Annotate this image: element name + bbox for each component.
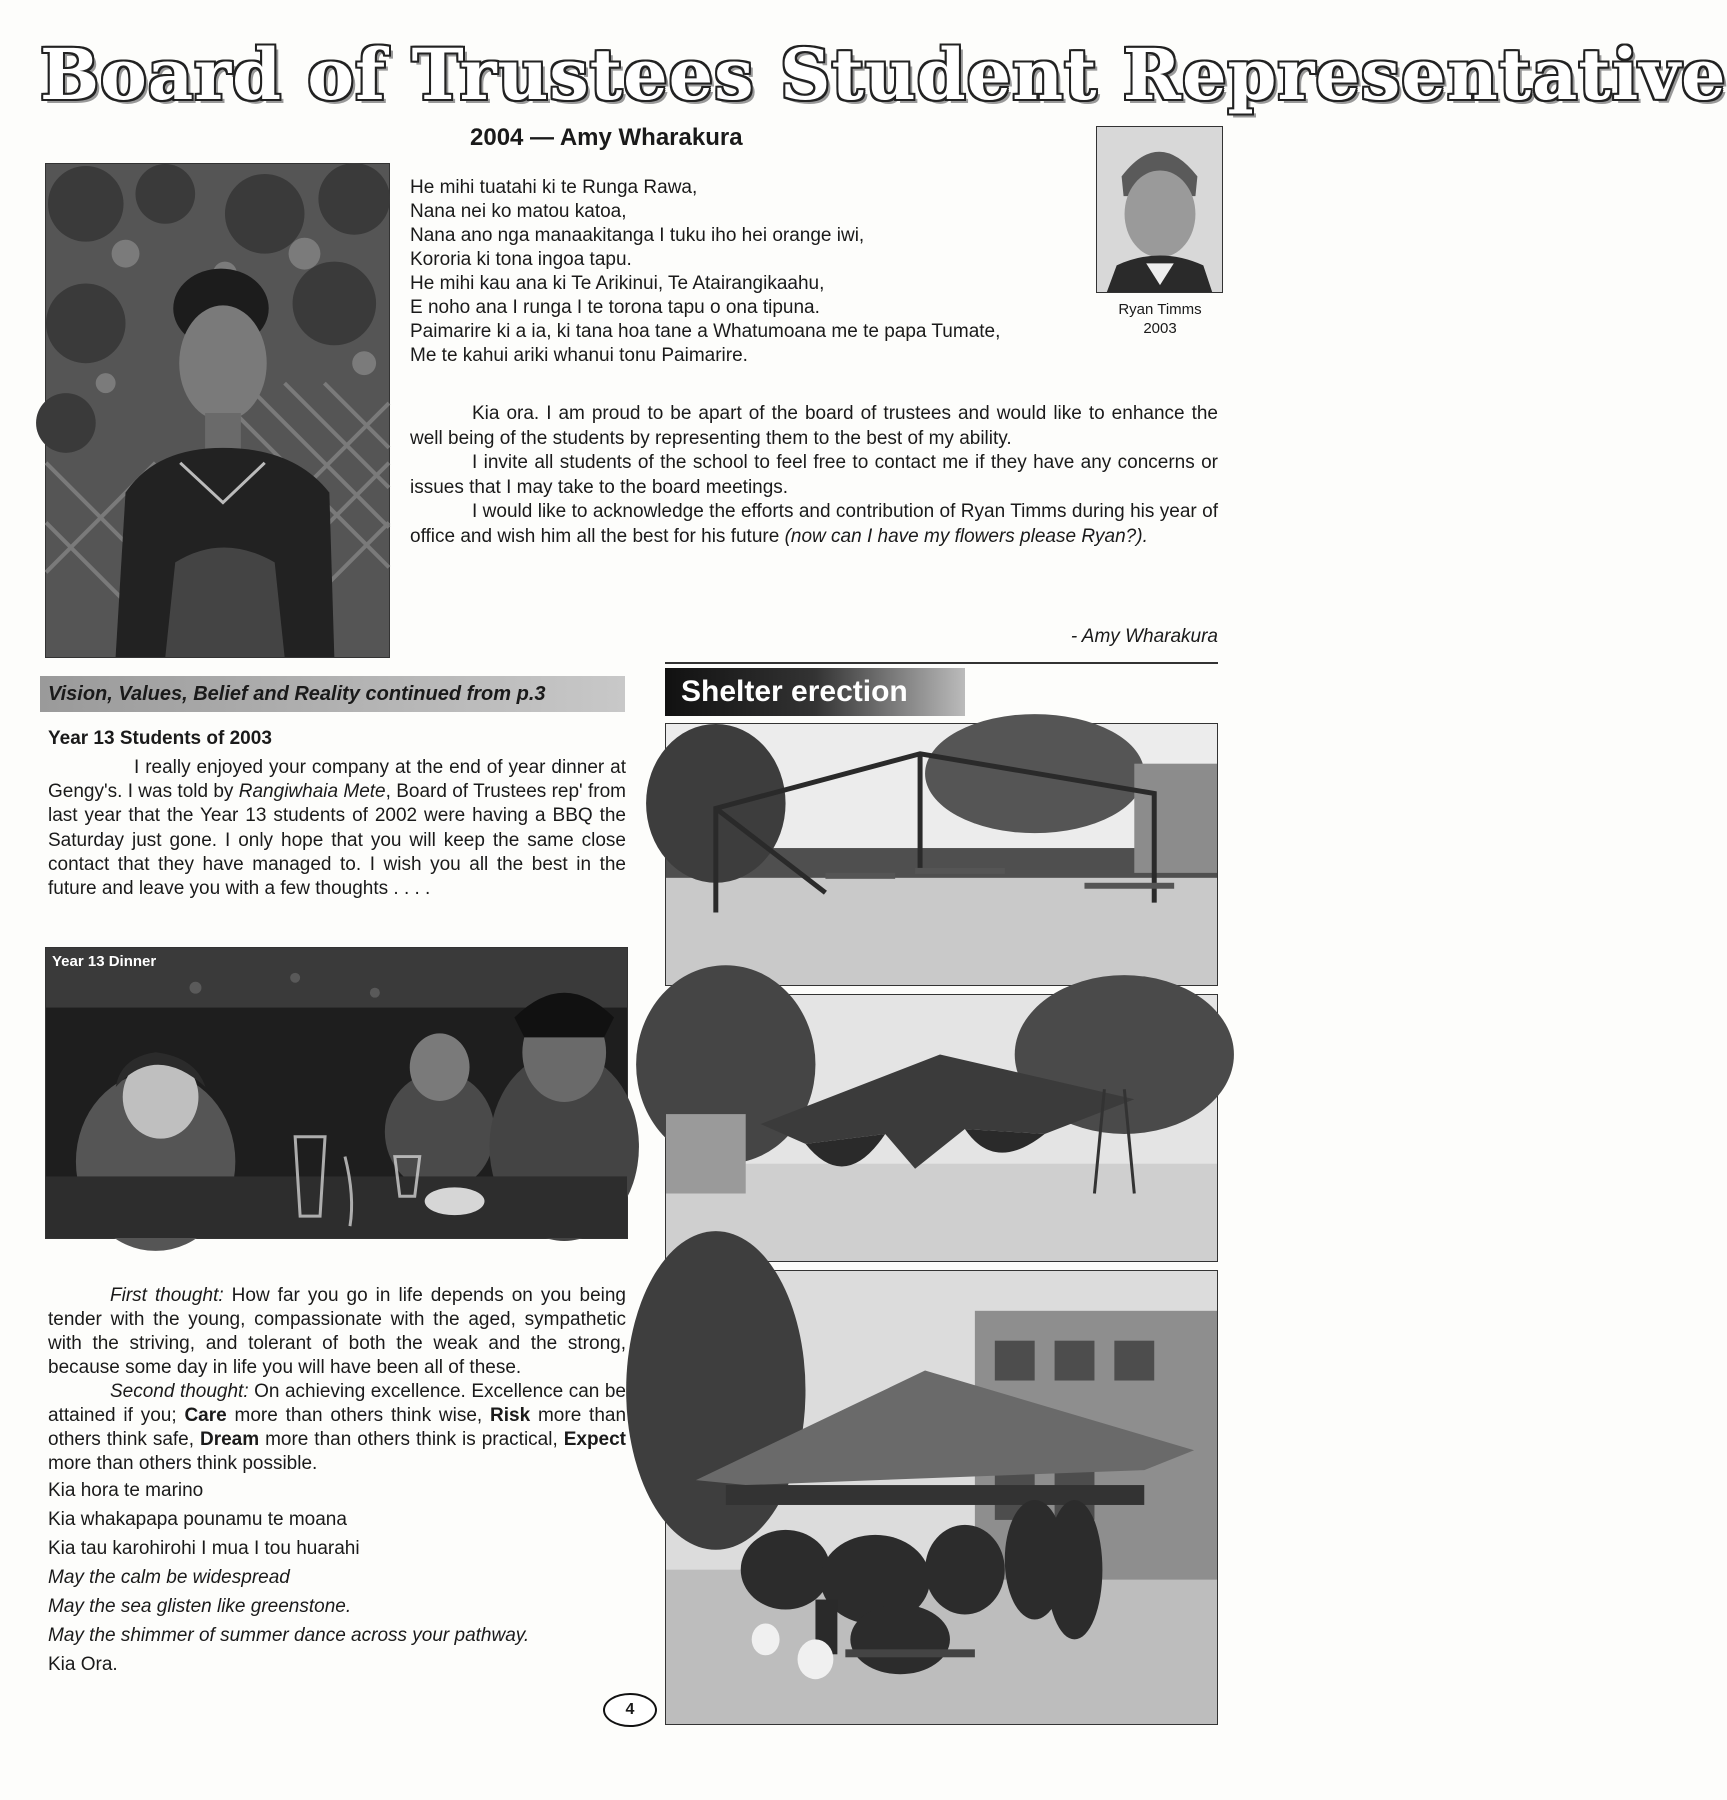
caption-year: 2003: [1143, 320, 1177, 337]
blessing-translation: May the sea glisten like greenstone.: [48, 1596, 352, 1617]
letter-paragraph: [410, 500, 1218, 549]
keyword: Risk: [490, 1405, 531, 1426]
blessing-translation: May the calm be widespread: [48, 1567, 290, 1588]
poem-line: Me te kahui ariki whanui tonu Paimarire.: [410, 345, 748, 366]
text: How far you go in life depends on you being tender with the young, compassionate with the aged, sympathetic with the striving, and tolerant of both the weak and the strong, because some day in life you will have been all of these.: [48, 1285, 626, 1378]
dinner-photo-label: Year 13 Dinner: [52, 953, 157, 970]
poem-line: E noho ana I runga I te torona tapu o ona tipuna.: [410, 297, 820, 318]
ryan-portrait-photo: [1096, 126, 1223, 293]
letter-paragraph: I invite all students of the school to feel free to contact me if they have any concerns or issues that I may take to the board meetings.: [410, 452, 1218, 498]
second-thought: [48, 1380, 626, 1476]
amy-portrait-photo: [45, 163, 390, 658]
page-title: Board of Trustees Student Representative: [40, 33, 1727, 116]
letter-text: I would like to acknowledge the efforts and contribution of Ryan Timms during his year of office and wish him all the best for his future: [410, 501, 1218, 547]
keyword: Dream: [199, 1429, 260, 1450]
thoughts-section: [48, 1284, 626, 1679]
blessing-line: Kia whakapapa pounamu te moana: [48, 1509, 347, 1530]
blessing-line: Kia hora te marino: [48, 1480, 204, 1501]
letter-paragraph: Kia ora. I am proud to be apart of the board of trustees and would like to enhance the well being of the students by representing them to the best of my ability.: [410, 403, 1218, 449]
letter-aside: (now can I have my flowers please Ryan?).: [784, 525, 1148, 547]
representative-heading: 2004 — Amy Wharakura: [470, 124, 743, 151]
representative-letter: [410, 402, 1218, 549]
blessing-translation: May the shimmer of summer dance across your pathway.: [48, 1625, 530, 1646]
text: On achieving excellence. Excellence can be attained if you;: [48, 1381, 627, 1426]
shelter-frame-photo: [665, 723, 1218, 986]
maori-greeting-poem: [410, 176, 1110, 368]
divider: [665, 662, 1218, 664]
label: Second thought:: [110, 1381, 249, 1402]
poem-line: Kororia ki tona ingoa tapu.: [410, 249, 632, 270]
page-number: 4: [603, 1693, 657, 1727]
year13-paragraph: [48, 756, 626, 901]
caption-name: Ryan Timms: [1118, 301, 1202, 318]
text: more than others think is practical,: [265, 1429, 558, 1450]
person-name: Rangiwhaia Mete: [238, 781, 386, 803]
shelter-canopy-photo: [665, 994, 1218, 1262]
text: more than others think safe,: [48, 1405, 627, 1450]
poem-line: Paimarire ki a ia, ki tana hoa tane a Whatumoana me te papa Tumate,: [410, 321, 1001, 342]
text: I really enjoyed your company at the end of year dinner at Gengy's. I was told by: [48, 757, 626, 803]
text: , Board of Trustees rep' from last year that the Year 13 students of 2002 were having a BBQ the Saturday just gone. I only hope that you will keep the same close contact that they have managed to. I wish you all the best in the future and leave you with a few thoughts . . . .: [48, 781, 627, 900]
year13-dinner-photo: [45, 947, 628, 1239]
label: First thought:: [110, 1285, 224, 1306]
poem-line: He mihi tuatahi ki te Runga Rawa,: [410, 177, 698, 198]
text: more than others think wise,: [234, 1405, 483, 1426]
text: more than others think possible.: [48, 1453, 318, 1474]
keyword: Care: [184, 1405, 227, 1426]
keyword: Expect: [563, 1429, 627, 1450]
sign-off: - Amy Wharakura: [1070, 626, 1218, 647]
poem-line: Nana ano nga manaakitanga I tuku iho hei orange iwi,: [410, 225, 865, 246]
blessing-line: Kia tau karohirohi I mua I tou huarahi: [48, 1538, 360, 1559]
poem-line: He mihi kau ana ki Te Arikinui, Te Atairangikaahu,: [410, 273, 825, 294]
year13-letter: [48, 756, 626, 901]
poem-line: Nana nei ko matou katoa,: [410, 201, 627, 222]
year13-heading: Year 13 Students of 2003: [48, 728, 272, 749]
first-thought: [48, 1284, 626, 1380]
closing: Kia Ora.: [48, 1654, 118, 1675]
shelter-section-bar: Shelter erection: [665, 668, 965, 716]
shelter-students-photo: [665, 1270, 1218, 1725]
vision-section-bar: Vision, Values, Belief and Reality continued from p.3: [40, 676, 625, 712]
